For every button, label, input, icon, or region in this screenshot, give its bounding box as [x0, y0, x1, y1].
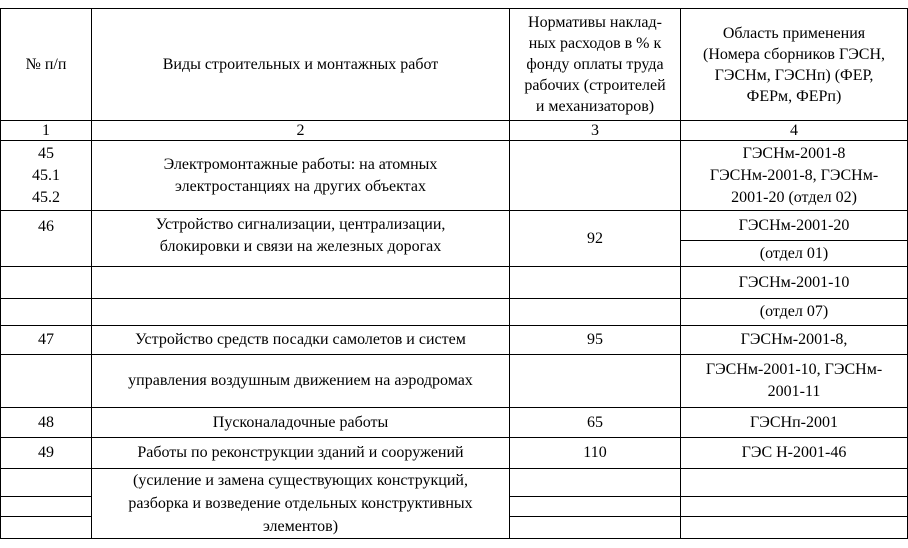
column-number-2: 2 — [296, 121, 305, 139]
row45-work: Электромонтажные работы: на атомных электростанциях на других объектах — [163, 155, 438, 195]
row47-work-b: управления воздушным движением на аэродромах — [128, 372, 473, 389]
header-number: № п/п — [25, 56, 67, 73]
row46-scope-b: (отдел 01) — [759, 244, 829, 262]
header-work-types: Виды строительных и монтажных работ — [162, 56, 439, 73]
row49-scope: ГЭС Н-2001-46 — [741, 444, 847, 461]
row46-scope-a: ГЭСНм-2001-20 — [738, 216, 850, 234]
row45-number: 45 45.1 45.2 — [32, 144, 60, 206]
row48-norm: 65 — [587, 413, 603, 431]
row49-norm: 110 — [583, 444, 607, 461]
row49-number: 49 — [38, 444, 54, 461]
header-scope: Область применения (Номера сборников ГЭСН, ГЭСНм, ГЭСНп) (ФЕР, ФЕРм, ФЕРп) — [702, 24, 886, 105]
row46-scope-d: (отдел 07) — [759, 303, 829, 320]
row46-number: 46 — [38, 218, 54, 235]
column-number-3: 3 — [591, 121, 599, 139]
row47-scope-a: ГЭСНм-2001-8, — [740, 331, 848, 348]
row49-work-a: Работы по реконструкции зданий и сооружений — [137, 444, 464, 461]
row47-scope-b: ГЭСНм-2001-10, ГЭСНм- 2001-11 — [705, 361, 883, 400]
row48-number: 48 — [38, 413, 54, 431]
row48-scope: ГЭСНп-2001 — [750, 413, 838, 431]
column-number-1: 1 — [42, 121, 50, 139]
row46-work: Устройство сигнализации, централизации, блокировки и связи на железных дорогах — [155, 216, 446, 255]
column-number-4: 4 — [790, 121, 798, 139]
row48-work: Пусконаладочные работы — [212, 413, 389, 431]
row46-norm: 92 — [587, 229, 603, 247]
row45-scope: ГЭСНм-2001-8 ГЭСНм-2001-8, ГЭСНм- 2001-20 (отдел 02) — [709, 144, 879, 206]
row47-norm: 95 — [587, 331, 603, 348]
row46-scope-c: ГЭСНм-2001-10 — [738, 273, 850, 291]
row47-number: 47 — [38, 331, 54, 348]
header-overhead-norms: Нормативы наклад- ных расходов в % к фонду оплаты труда рабочих (строителей и механизаторов) — [524, 14, 666, 115]
row47-work-a: Устройство средств посадки самолетов и систем — [135, 331, 466, 348]
row49-work-b: (усиление и замена существующих конструкций, разборка и возведение отдельных конструктивных элементов) — [128, 472, 473, 535]
